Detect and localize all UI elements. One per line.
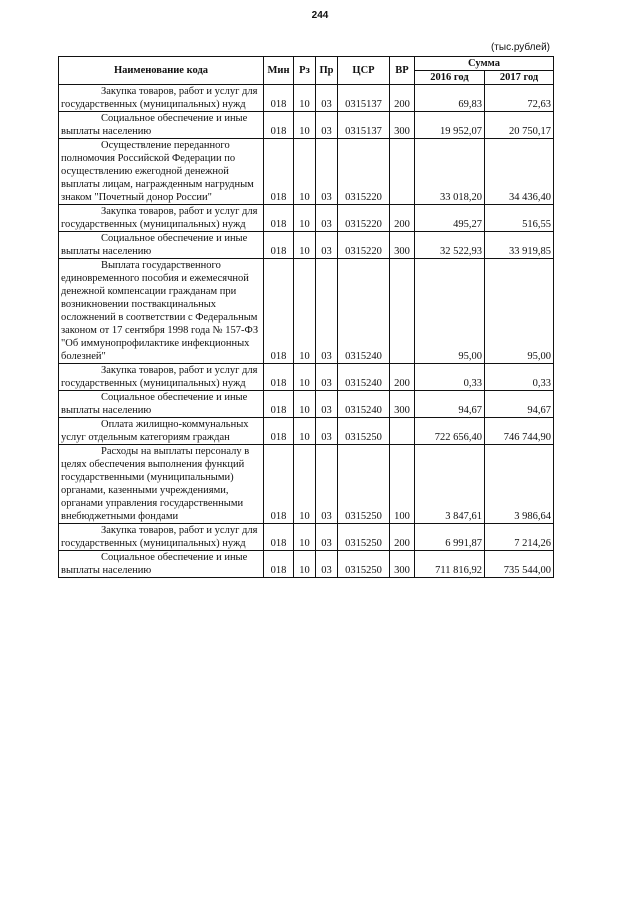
cell-min: 018: [264, 418, 294, 445]
header-rz: Рз: [294, 57, 316, 85]
row-label: Оплата жилищно-коммунальных услуг отдельным категориям граждан: [61, 419, 249, 443]
cell-min: 018: [264, 551, 294, 578]
row-label: Закупка товаров, работ и услуг для государственных (муниципальных) нужд: [61, 86, 258, 110]
cell-csr: 0315137: [338, 85, 390, 112]
table-body: [59, 85, 554, 578]
cell-rz: 10: [294, 205, 316, 232]
cell-csr: 0315240: [338, 364, 390, 391]
cell-pr: 03: [316, 524, 338, 551]
header-name: Наименование кода: [59, 57, 264, 85]
cell-vr: 200: [390, 205, 415, 232]
units-note: (тыс.рублей): [490, 42, 550, 53]
row-label: Выплата государственного единовременного пособия и ежемесячной денежной компенсации гражданам при возникновении поствакцинальных осложнений в соответствии с Федеральным законом от 17 сентября 1998 года № 157-ФЗ "Об иммунопрофилактике инфекционных болезней": [61, 260, 259, 362]
row-label: Закупка товаров, работ и услуг для государственных (муниципальных) нужд: [61, 365, 258, 389]
table-row: [59, 205, 554, 232]
cell-rz: 10: [294, 232, 316, 259]
cell-2017: 7 214,26: [485, 524, 554, 551]
cell-pr: 03: [316, 85, 338, 112]
cell-name: [59, 445, 264, 524]
cell-rz: 10: [294, 445, 316, 524]
cell-2016: 19 952,07: [415, 112, 485, 139]
cell-2017: 72,63: [485, 85, 554, 112]
cell-csr: 0315240: [338, 259, 390, 364]
cell-min: 018: [264, 112, 294, 139]
cell-name: [59, 112, 264, 139]
table-row: [59, 551, 554, 578]
row-label: Осуществление переданного полномочия Российской Федерации по осуществлению ежегодной денежной выплаты лицам, награжденным нагрудным знаком "Почетный донор России": [61, 140, 254, 203]
cell-rz: 10: [294, 364, 316, 391]
cell-rz: 10: [294, 85, 316, 112]
row-label: Закупка товаров, работ и услуг для государственных (муниципальных) нужд: [61, 525, 258, 549]
table-row: [59, 112, 554, 139]
cell-min: 018: [264, 524, 294, 551]
cell-2016: 69,83: [415, 85, 485, 112]
cell-pr: 03: [316, 551, 338, 578]
cell-csr: 0315250: [338, 445, 390, 524]
cell-min: 018: [264, 85, 294, 112]
header-2017: 2017 год: [485, 71, 554, 85]
cell-csr: 0315250: [338, 524, 390, 551]
cell-pr: 03: [316, 445, 338, 524]
cell-csr: 0315220: [338, 232, 390, 259]
cell-rz: 10: [294, 259, 316, 364]
cell-rz: 10: [294, 391, 316, 418]
cell-vr: 300: [390, 232, 415, 259]
cell-vr: [390, 259, 415, 364]
cell-2016: 3 847,61: [415, 445, 485, 524]
cell-vr: 100: [390, 445, 415, 524]
cell-name: [59, 364, 264, 391]
cell-csr: 0315240: [338, 391, 390, 418]
cell-vr: 300: [390, 112, 415, 139]
cell-name: [59, 551, 264, 578]
cell-2017: 3 986,64: [485, 445, 554, 524]
cell-2016: 495,27: [415, 205, 485, 232]
cell-rz: 10: [294, 112, 316, 139]
header-sum: Сумма: [415, 57, 554, 71]
page-number: 244: [311, 10, 329, 21]
table-row: [59, 391, 554, 418]
cell-min: 018: [264, 139, 294, 205]
cell-2017: 746 744,90: [485, 418, 554, 445]
cell-name: [59, 391, 264, 418]
cell-2016: 94,67: [415, 391, 485, 418]
cell-2017: 735 544,00: [485, 551, 554, 578]
cell-min: 018: [264, 232, 294, 259]
cell-vr: [390, 418, 415, 445]
cell-pr: 03: [316, 418, 338, 445]
cell-csr: 0315250: [338, 551, 390, 578]
cell-rz: 10: [294, 524, 316, 551]
row-label: Социальное обеспечение и иные выплаты населению: [61, 392, 248, 416]
cell-2017: 0,33: [485, 364, 554, 391]
cell-pr: 03: [316, 364, 338, 391]
cell-vr: [390, 139, 415, 205]
cell-pr: 03: [316, 112, 338, 139]
header-min: Мин: [264, 57, 294, 85]
cell-vr: 200: [390, 85, 415, 112]
cell-csr: 0315137: [338, 112, 390, 139]
cell-2017: 94,67: [485, 391, 554, 418]
cell-name: [59, 205, 264, 232]
cell-2017: 34 436,40: [485, 139, 554, 205]
cell-csr: 0315250: [338, 418, 390, 445]
cell-min: 018: [264, 205, 294, 232]
cell-name: [59, 259, 264, 364]
cell-rz: 10: [294, 418, 316, 445]
header-pr: Пр: [316, 57, 338, 85]
cell-pr: 03: [316, 205, 338, 232]
cell-vr: 300: [390, 391, 415, 418]
cell-min: 018: [264, 364, 294, 391]
row-label: Социальное обеспечение и иные выплаты населению: [61, 233, 248, 257]
row-label: Социальное обеспечение и иные выплаты населению: [61, 552, 248, 576]
cell-name: [59, 139, 264, 205]
cell-2017: 516,55: [485, 205, 554, 232]
cell-name: [59, 85, 264, 112]
cell-name: [59, 232, 264, 259]
cell-2016: 711 816,92: [415, 551, 485, 578]
cell-2016: 6 991,87: [415, 524, 485, 551]
cell-csr: 0315220: [338, 205, 390, 232]
table-row: [59, 445, 554, 524]
cell-2016: 33 018,20: [415, 139, 485, 205]
table-row: [59, 85, 554, 112]
table-row: [59, 364, 554, 391]
cell-pr: 03: [316, 232, 338, 259]
cell-2017: 20 750,17: [485, 112, 554, 139]
table-row: [59, 418, 554, 445]
table-row: [59, 259, 554, 364]
header-csr: ЦСР: [338, 57, 390, 85]
row-label: Закупка товаров, работ и услуг для государственных (муниципальных) нужд: [61, 206, 258, 230]
cell-vr: 200: [390, 364, 415, 391]
cell-2016: 32 522,93: [415, 232, 485, 259]
table-row: [59, 139, 554, 205]
row-label: Расходы на выплаты персоналу в целях обеспечения выполнения функций государственными (муниципальными) органами, казенными учреждениями, органами управления государственными внебюджетными фондами: [61, 446, 250, 522]
cell-2017: 33 919,85: [485, 232, 554, 259]
cell-2016: 95,00: [415, 259, 485, 364]
table-row: [59, 232, 554, 259]
table-row: [59, 524, 554, 551]
row-label: Социальное обеспечение и иные выплаты населению: [61, 113, 248, 137]
cell-min: 018: [264, 391, 294, 418]
cell-min: 018: [264, 259, 294, 364]
cell-name: [59, 418, 264, 445]
cell-min: 018: [264, 445, 294, 524]
cell-pr: 03: [316, 139, 338, 205]
cell-pr: 03: [316, 259, 338, 364]
cell-name: [59, 524, 264, 551]
cell-vr: 200: [390, 524, 415, 551]
cell-rz: 10: [294, 551, 316, 578]
cell-2017: 95,00: [485, 259, 554, 364]
cell-2016: 0,33: [415, 364, 485, 391]
cell-2016: 722 656,40: [415, 418, 485, 445]
header-vr: ВР: [390, 57, 415, 85]
cell-vr: 300: [390, 551, 415, 578]
cell-pr: 03: [316, 391, 338, 418]
header-row-1: [59, 57, 554, 71]
cell-rz: 10: [294, 139, 316, 205]
header-2016: 2016 год: [415, 71, 485, 85]
cell-csr: 0315220: [338, 139, 390, 205]
budget-table: [58, 56, 554, 578]
